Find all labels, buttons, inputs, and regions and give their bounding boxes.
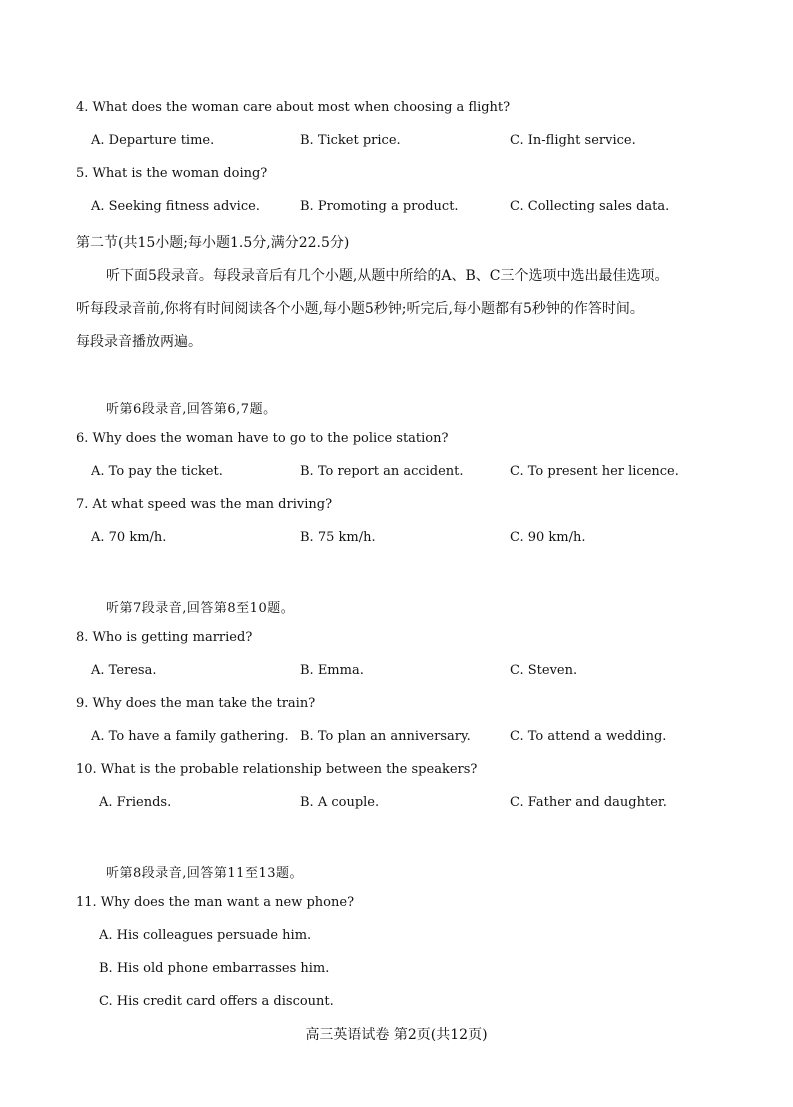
- section-2-instruction-line-2: 听每段录音前,你将有时间阅读各个小题,每小题5秒钟;听完后,每小题都有5秒钟的作答时间。: [76, 301, 644, 317]
- q7-option-a: A. 70 km/h.: [91, 530, 167, 545]
- q6-option-c: C. To present her licence.: [510, 464, 679, 479]
- question-4: 4. What does the woman care about most when choosing a flight?: [76, 100, 511, 115]
- q5-option-c: C. Collecting sales data.: [510, 199, 670, 214]
- question-10: 10. What is the probable relationship between the speakers?: [76, 762, 478, 777]
- q10-option-c: C. Father and daughter.: [510, 795, 667, 810]
- q11-option-b: B. His old phone embarrasses him.: [99, 961, 330, 976]
- q9-option-a: A. To have a family gathering.: [91, 729, 289, 744]
- question-7: 7. At what speed was the man driving?: [76, 497, 333, 512]
- page-footer: 高三英语试卷 第2页(共12页): [305, 1027, 488, 1043]
- q4-option-c: C. In-flight service.: [510, 133, 636, 148]
- q5-option-b: B. Promoting a product.: [300, 199, 459, 214]
- q8-option-c: C. Steven.: [510, 663, 578, 678]
- q7-option-c: C. 90 km/h.: [510, 530, 586, 545]
- q11-option-a: A. His colleagues persuade him.: [99, 928, 312, 943]
- section-2-instruction-line-3: 每段录音播放两遍。: [76, 334, 202, 350]
- q8-option-b: B. Emma.: [300, 663, 364, 678]
- section-2-heading: 第二节(共15小题;每小题1.5分,满分22.5分): [76, 235, 350, 251]
- question-6: 6. Why does the woman have to go to the police station?: [76, 431, 449, 446]
- q9-option-c: C. To attend a wedding.: [510, 729, 667, 744]
- q6-option-a: A. To pay the ticket.: [91, 464, 223, 479]
- q6-option-b: B. To report an accident.: [300, 464, 464, 479]
- question-11: 11. Why does the man want a new phone?: [76, 895, 355, 910]
- q8-option-a: A. Teresa.: [91, 663, 157, 678]
- q7-option-b: B. 75 km/h.: [300, 530, 376, 545]
- q4-option-b: B. Ticket price.: [300, 133, 401, 148]
- question-8: 8. Who is getting married?: [76, 630, 253, 645]
- recording-6-intro: 听第6段录音,回答第6,7题。: [106, 402, 277, 417]
- section-2-instruction-line-1: 听下面5段录音。每段录音后有几个小题,从题中所给的A、B、C三个选项中选出最佳选项。: [106, 268, 669, 284]
- question-9: 9. Why does the man take the train?: [76, 696, 316, 711]
- q10-option-a: A. Friends.: [99, 795, 172, 810]
- q5-option-a: A. Seeking fitness advice.: [91, 199, 260, 214]
- q4-option-a: A. Departure time.: [91, 133, 215, 148]
- q11-option-c: C. His credit card offers a discount.: [99, 994, 334, 1009]
- question-5: 5. What is the woman doing?: [76, 166, 268, 181]
- recording-8-intro: 听第8段录音,回答第11至13题。: [106, 866, 303, 881]
- q9-option-b: B. To plan an anniversary.: [300, 729, 471, 744]
- recording-7-intro: 听第7段录音,回答第8至10题。: [106, 601, 295, 616]
- q10-option-b: B. A couple.: [300, 795, 380, 810]
